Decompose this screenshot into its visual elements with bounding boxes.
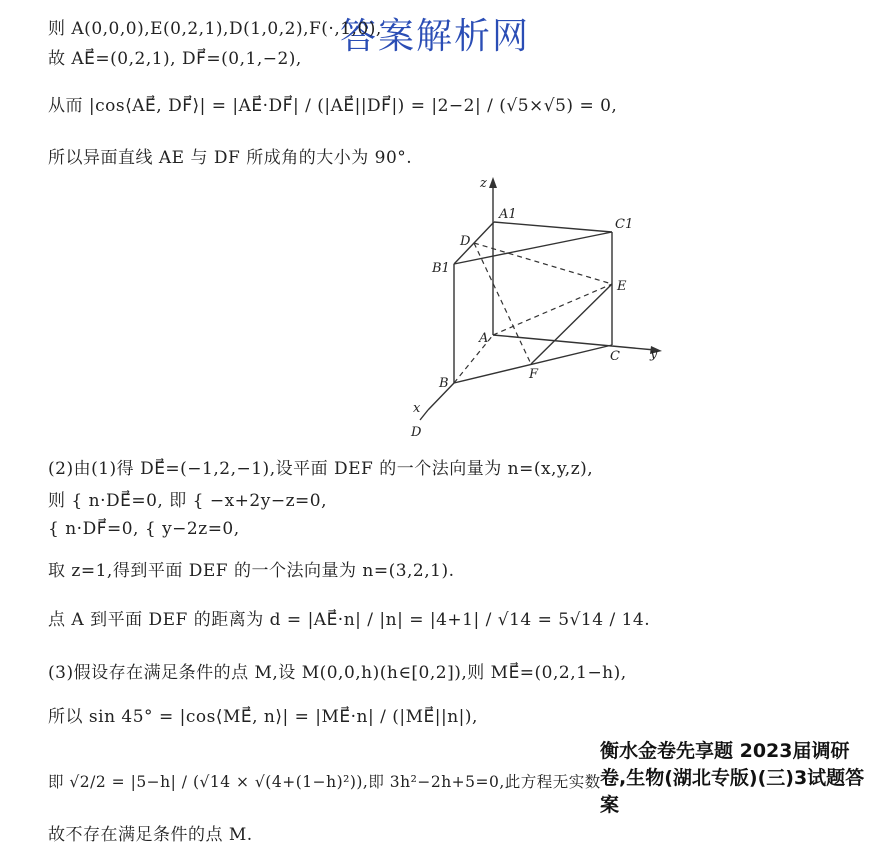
text-line-11: 所以 sin 45° = |cos⟨ME⃗, n⟩| = |ME⃗·n| / (|ME⃗||n|), bbox=[48, 707, 478, 727]
segment-FE bbox=[531, 284, 612, 364]
label-E: E bbox=[617, 279, 627, 294]
label-A1: A1 bbox=[499, 207, 517, 222]
text-line-3: 从而 |cos⟨AE⃗, DF⃗⟩| = |AE⃗·DF⃗| / (|AE⃗||DF⃗|) = |2−2| / (√5×√5) = 0, bbox=[48, 96, 618, 116]
label-C: C bbox=[610, 349, 620, 364]
edge-A1C1 bbox=[494, 222, 612, 232]
x-axis-tail bbox=[420, 410, 428, 420]
segment-DE-dashed bbox=[474, 243, 612, 284]
text-line-7: { n·DF⃗=0, { y−2z=0, bbox=[48, 519, 240, 539]
text-line-1: 则 A(0,0,0),E(0,2,1),D(1,0,2),F(·,1,0), bbox=[48, 19, 382, 39]
segment-AE-dashed bbox=[493, 284, 612, 335]
text-line-12: 即 √2/2 = |5−h| / (√14 × √(4+(1−h)²)),即 3h²−2h+5=0,此方程无实数 bbox=[48, 773, 601, 791]
edge-B1C1 bbox=[454, 232, 612, 264]
text-line-4: 所以异面直线 AE 与 DF 所成角的大小为 90°. bbox=[48, 148, 413, 168]
text-line-10: (3)假设存在满足条件的点 M,设 M(0,0,h)(h∈[0,2]),则 ME⃗=(0,2,1−h), bbox=[48, 663, 627, 683]
watermark-text: 答案解析网 bbox=[340, 16, 531, 57]
label-A: A bbox=[479, 331, 489, 346]
label-B1: B1 bbox=[432, 261, 450, 276]
z-arrow bbox=[489, 177, 497, 188]
label-D-axis: D bbox=[411, 425, 422, 440]
text-line-2: 故 AE⃗=(0,2,1), DF⃗=(0,1,−2), bbox=[48, 49, 302, 69]
label-z: z bbox=[480, 176, 487, 191]
caption-overlay: 衡水金卷先享题 2023届调研卷,生物(湖北专版)(三)3试题答案 bbox=[600, 740, 865, 816]
text-line-6: 则 { n·DE⃗=0, 即 { −x+2y−z=0, bbox=[48, 491, 327, 511]
text-line-8: 取 z=1,得到平面 DEF 的一个法向量为 n=(3,2,1). bbox=[48, 561, 455, 581]
label-x: x bbox=[413, 401, 421, 416]
label-F: F bbox=[529, 367, 539, 382]
text-line-9: 点 A 到平面 DEF 的距离为 d = |AE⃗·n| / |n| = |4+1| / √14 = 5√14 / 14. bbox=[48, 610, 651, 630]
label-B: B bbox=[439, 376, 449, 391]
prism-figure bbox=[405, 172, 675, 442]
text-line-13: 故不存在满足条件的点 M. bbox=[48, 825, 253, 845]
label-D: D bbox=[460, 234, 471, 249]
text-line-5: (2)由(1)得 DE⃗=(−1,2,−1),设平面 DEF 的一个法向量为 n=(x,y,z), bbox=[48, 459, 594, 479]
label-C1: C1 bbox=[615, 217, 634, 232]
label-y: y bbox=[650, 347, 658, 362]
y-axis bbox=[493, 335, 655, 350]
